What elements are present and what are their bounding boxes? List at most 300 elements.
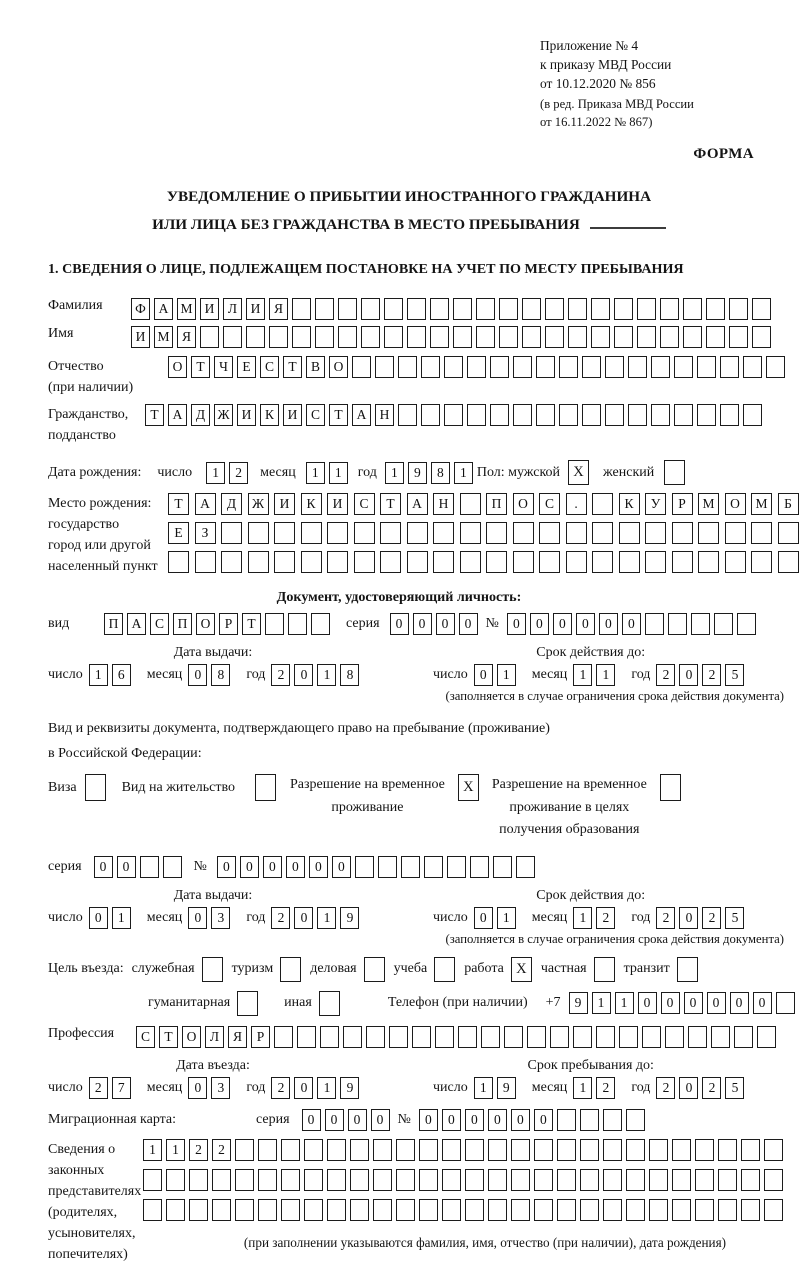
birth-day-boxes[interactable] [206, 462, 252, 484]
char-box[interactable] [582, 404, 601, 426]
char-box[interactable] [706, 298, 725, 320]
residence-valid-day-boxes[interactable] [474, 907, 520, 929]
char-box[interactable] [568, 326, 587, 348]
char-box[interactable] [766, 356, 785, 378]
char-box[interactable]: 1 [385, 462, 404, 484]
char-box[interactable] [718, 1169, 737, 1191]
char-box[interactable]: 0 [286, 856, 305, 878]
char-box[interactable] [729, 298, 748, 320]
identity-valid-day-boxes[interactable] [474, 664, 520, 686]
char-box[interactable] [361, 326, 380, 348]
char-box[interactable] [453, 298, 472, 320]
male-checkbox[interactable]: X [568, 460, 589, 485]
char-box[interactable] [168, 551, 189, 573]
char-box[interactable] [614, 326, 633, 348]
char-box[interactable] [725, 522, 746, 544]
char-box[interactable] [751, 551, 772, 573]
char-box[interactable] [743, 356, 762, 378]
char-box[interactable]: 7 [112, 1077, 131, 1099]
char-box[interactable] [458, 1026, 477, 1048]
char-box[interactable] [398, 404, 417, 426]
char-box[interactable]: 2 [656, 907, 675, 929]
char-box[interactable]: Т [283, 356, 302, 378]
char-box[interactable]: 0 [488, 1109, 507, 1131]
char-box[interactable] [274, 1026, 293, 1048]
char-box[interactable]: 1 [573, 907, 592, 929]
char-box[interactable] [559, 404, 578, 426]
birth-place-row3-boxes[interactable] [168, 551, 804, 573]
char-box[interactable] [603, 1169, 622, 1191]
char-box[interactable] [743, 404, 762, 426]
char-box[interactable] [350, 1169, 369, 1191]
migration-series-boxes[interactable] [302, 1109, 394, 1131]
char-box[interactable] [513, 522, 534, 544]
char-box[interactable]: 1 [317, 1077, 336, 1099]
char-box[interactable]: 0 [507, 613, 526, 635]
char-box[interactable] [614, 298, 633, 320]
char-box[interactable] [396, 1169, 415, 1191]
char-box[interactable] [467, 404, 486, 426]
char-box[interactable]: 2 [212, 1139, 231, 1161]
char-box[interactable]: О [513, 493, 534, 515]
char-box[interactable] [389, 1026, 408, 1048]
purpose-option-checkbox[interactable] [319, 991, 340, 1016]
char-box[interactable] [343, 1026, 362, 1048]
char-box[interactable]: 0 [534, 1109, 553, 1131]
char-box[interactable] [757, 1026, 776, 1048]
char-box[interactable]: А [154, 298, 173, 320]
char-box[interactable] [580, 1199, 599, 1221]
char-box[interactable]: 2 [702, 907, 721, 929]
char-box[interactable]: Т [329, 404, 348, 426]
migration-number-boxes[interactable] [419, 1109, 649, 1131]
char-box[interactable]: Ф [131, 298, 150, 320]
char-box[interactable] [430, 298, 449, 320]
char-box[interactable] [304, 1169, 323, 1191]
temp-permit-edu-checkbox[interactable] [660, 774, 681, 801]
char-box[interactable] [737, 613, 756, 635]
char-box[interactable] [764, 1139, 783, 1161]
char-box[interactable] [566, 522, 587, 544]
char-box[interactable] [401, 856, 420, 878]
char-box[interactable]: 1 [306, 462, 325, 484]
citizenship-boxes[interactable] [145, 404, 766, 426]
char-box[interactable]: 0 [474, 664, 493, 686]
char-box[interactable] [651, 356, 670, 378]
char-box[interactable] [221, 522, 242, 544]
char-box[interactable] [355, 856, 374, 878]
char-box[interactable] [603, 1199, 622, 1221]
char-box[interactable]: 5 [725, 664, 744, 686]
char-box[interactable] [513, 551, 534, 573]
char-box[interactable]: 0 [294, 907, 313, 929]
char-box[interactable]: 2 [271, 1077, 290, 1099]
char-box[interactable] [516, 856, 535, 878]
char-box[interactable] [513, 356, 532, 378]
char-box[interactable]: Р [219, 613, 238, 635]
char-box[interactable]: 0 [117, 856, 136, 878]
purpose-option-checkbox[interactable] [364, 957, 385, 982]
char-box[interactable] [304, 1199, 323, 1221]
char-box[interactable]: 1 [89, 664, 108, 686]
char-box[interactable] [522, 298, 541, 320]
char-box[interactable] [327, 1199, 346, 1221]
char-box[interactable]: . [566, 493, 587, 515]
char-box[interactable] [605, 404, 624, 426]
char-box[interactable]: К [619, 493, 640, 515]
char-box[interactable]: О [182, 1026, 201, 1048]
char-box[interactable] [327, 522, 348, 544]
char-box[interactable] [338, 298, 357, 320]
char-box[interactable] [649, 1199, 668, 1221]
purpose-option-checkbox[interactable]: X [511, 957, 532, 982]
char-box[interactable]: М [177, 298, 196, 320]
char-box[interactable] [189, 1199, 208, 1221]
char-box[interactable]: 2 [702, 1077, 721, 1099]
char-box[interactable] [396, 1199, 415, 1221]
char-box[interactable]: 2 [271, 664, 290, 686]
residence-permit-checkbox[interactable] [255, 774, 276, 801]
char-box[interactable] [778, 522, 799, 544]
char-box[interactable] [338, 326, 357, 348]
char-box[interactable] [649, 1139, 668, 1161]
char-box[interactable] [626, 1139, 645, 1161]
char-box[interactable]: О [168, 356, 187, 378]
char-box[interactable] [412, 1026, 431, 1048]
char-box[interactable] [645, 551, 666, 573]
char-box[interactable] [698, 551, 719, 573]
char-box[interactable]: 3 [211, 1077, 230, 1099]
char-box[interactable]: 3 [211, 907, 230, 929]
char-box[interactable] [421, 356, 440, 378]
char-box[interactable] [486, 522, 507, 544]
identity-valid-year-boxes[interactable] [656, 664, 748, 686]
char-box[interactable]: 8 [431, 462, 450, 484]
char-box[interactable] [361, 298, 380, 320]
char-box[interactable]: М [751, 493, 772, 515]
char-box[interactable] [221, 551, 242, 573]
char-box[interactable] [490, 404, 509, 426]
char-box[interactable] [672, 551, 693, 573]
char-box[interactable]: А [168, 404, 187, 426]
char-box[interactable] [281, 1199, 300, 1221]
char-box[interactable] [734, 1026, 753, 1048]
char-box[interactable]: 1 [329, 462, 348, 484]
char-box[interactable] [212, 1169, 231, 1191]
char-box[interactable]: 0 [638, 992, 657, 1014]
char-box[interactable]: Д [191, 404, 210, 426]
char-box[interactable] [683, 326, 702, 348]
char-box[interactable] [539, 551, 560, 573]
char-box[interactable]: 0 [302, 1109, 321, 1131]
char-box[interactable]: Л [205, 1026, 224, 1048]
char-box[interactable]: О [329, 356, 348, 378]
char-box[interactable]: 0 [459, 613, 478, 635]
char-box[interactable]: И [327, 493, 348, 515]
char-box[interactable] [534, 1199, 553, 1221]
char-box[interactable]: 0 [622, 613, 641, 635]
char-box[interactable] [674, 404, 693, 426]
char-box[interactable] [674, 356, 693, 378]
char-box[interactable]: 9 [340, 907, 359, 929]
char-box[interactable] [672, 1169, 691, 1191]
char-box[interactable] [258, 1169, 277, 1191]
char-box[interactable]: С [539, 493, 560, 515]
char-box[interactable] [407, 326, 426, 348]
char-box[interactable]: 8 [340, 664, 359, 686]
char-box[interactable] [557, 1199, 576, 1221]
char-box[interactable]: 0 [436, 613, 455, 635]
char-box[interactable]: 2 [656, 664, 675, 686]
char-box[interactable]: И [237, 404, 256, 426]
char-box[interactable] [274, 522, 295, 544]
char-box[interactable] [718, 1199, 737, 1221]
char-box[interactable]: 6 [112, 664, 131, 686]
char-box[interactable]: 9 [569, 992, 588, 1014]
char-box[interactable] [465, 1139, 484, 1161]
char-box[interactable] [764, 1199, 783, 1221]
char-box[interactable] [301, 522, 322, 544]
char-box[interactable] [573, 1026, 592, 1048]
char-box[interactable]: Я [228, 1026, 247, 1048]
char-box[interactable] [281, 1169, 300, 1191]
char-box[interactable] [626, 1169, 645, 1191]
temp-permit-checkbox[interactable]: X [458, 774, 479, 801]
female-checkbox[interactable] [664, 460, 685, 485]
identity-issue-month-boxes[interactable] [188, 664, 234, 686]
char-box[interactable]: С [260, 356, 279, 378]
char-box[interactable]: 1 [317, 664, 336, 686]
stay-day-boxes[interactable] [474, 1077, 520, 1099]
stay-year-boxes[interactable] [656, 1077, 748, 1099]
char-box[interactable] [460, 493, 481, 515]
char-box[interactable]: 1 [573, 664, 592, 686]
char-box[interactable]: Е [168, 522, 189, 544]
char-box[interactable]: И [131, 326, 150, 348]
legal-reps-row1-boxes[interactable] [143, 1139, 787, 1161]
char-box[interactable] [407, 522, 428, 544]
char-box[interactable] [320, 1026, 339, 1048]
legal-reps-row2-boxes[interactable] [143, 1169, 787, 1191]
char-box[interactable]: С [136, 1026, 155, 1048]
residence-issue-year-boxes[interactable] [271, 907, 363, 929]
char-box[interactable] [580, 1139, 599, 1161]
char-box[interactable] [582, 356, 601, 378]
char-box[interactable] [460, 522, 481, 544]
char-box[interactable] [163, 856, 182, 878]
char-box[interactable] [453, 326, 472, 348]
char-box[interactable]: 2 [596, 1077, 615, 1099]
stay-month-boxes[interactable] [573, 1077, 619, 1099]
char-box[interactable] [566, 551, 587, 573]
entry-day-boxes[interactable] [89, 1077, 135, 1099]
char-box[interactable] [442, 1169, 461, 1191]
char-box[interactable] [626, 1109, 645, 1131]
char-box[interactable] [311, 613, 330, 635]
char-box[interactable] [720, 356, 739, 378]
char-box[interactable] [697, 356, 716, 378]
char-box[interactable]: 2 [271, 907, 290, 929]
char-box[interactable]: И [283, 404, 302, 426]
char-box[interactable]: 5 [725, 1077, 744, 1099]
char-box[interactable] [442, 1139, 461, 1161]
char-box[interactable]: Т [168, 493, 189, 515]
char-box[interactable] [725, 551, 746, 573]
char-box[interactable]: 2 [189, 1139, 208, 1161]
char-box[interactable]: Б [778, 493, 799, 515]
char-box[interactable]: 0 [576, 613, 595, 635]
char-box[interactable]: О [196, 613, 215, 635]
char-box[interactable] [499, 326, 518, 348]
char-box[interactable] [421, 404, 440, 426]
char-box[interactable] [534, 1139, 553, 1161]
char-box[interactable] [645, 613, 664, 635]
char-box[interactable]: 0 [684, 992, 703, 1014]
char-box[interactable] [315, 298, 334, 320]
char-box[interactable] [534, 1169, 553, 1191]
char-box[interactable] [741, 1199, 760, 1221]
char-box[interactable]: 0 [511, 1109, 530, 1131]
char-box[interactable] [660, 326, 679, 348]
purpose-option-checkbox[interactable] [677, 957, 698, 982]
char-box[interactable]: 1 [474, 1077, 493, 1099]
char-box[interactable] [764, 1169, 783, 1191]
char-box[interactable] [447, 856, 466, 878]
char-box[interactable]: О [725, 493, 746, 515]
char-box[interactable]: 2 [229, 462, 248, 484]
char-box[interactable] [637, 326, 656, 348]
char-box[interactable] [189, 1169, 208, 1191]
char-box[interactable]: Т [145, 404, 164, 426]
phone-boxes[interactable] [569, 992, 799, 1014]
purpose-option-checkbox[interactable] [202, 957, 223, 982]
identity-issue-year-boxes[interactable] [271, 664, 363, 686]
char-box[interactable] [628, 356, 647, 378]
purpose-option-checkbox[interactable] [237, 991, 258, 1016]
char-box[interactable] [470, 856, 489, 878]
char-box[interactable] [720, 404, 739, 426]
char-box[interactable] [380, 522, 401, 544]
char-box[interactable] [592, 522, 613, 544]
char-box[interactable]: 9 [497, 1077, 516, 1099]
char-box[interactable] [695, 1139, 714, 1161]
char-box[interactable] [626, 1199, 645, 1221]
char-box[interactable] [511, 1169, 530, 1191]
char-box[interactable] [651, 404, 670, 426]
char-box[interactable] [628, 404, 647, 426]
char-box[interactable] [444, 404, 463, 426]
char-box[interactable]: 0 [753, 992, 772, 1014]
char-box[interactable]: 5 [725, 907, 744, 929]
char-box[interactable] [741, 1169, 760, 1191]
char-box[interactable] [559, 356, 578, 378]
char-box[interactable] [248, 522, 269, 544]
char-box[interactable] [166, 1199, 185, 1221]
char-box[interactable]: 0 [553, 613, 572, 635]
char-box[interactable]: 8 [211, 664, 230, 686]
char-box[interactable] [649, 1169, 668, 1191]
char-box[interactable] [465, 1169, 484, 1191]
char-box[interactable]: П [173, 613, 192, 635]
char-box[interactable] [476, 298, 495, 320]
char-box[interactable]: Т [159, 1026, 178, 1048]
char-box[interactable] [488, 1139, 507, 1161]
purpose-option-checkbox[interactable] [594, 957, 615, 982]
char-box[interactable] [486, 551, 507, 573]
char-box[interactable]: П [486, 493, 507, 515]
surname-boxes[interactable] [131, 298, 775, 320]
char-box[interactable] [327, 551, 348, 573]
char-box[interactable] [752, 298, 771, 320]
char-box[interactable] [396, 1139, 415, 1161]
char-box[interactable] [195, 551, 216, 573]
doc-kind-boxes[interactable] [104, 613, 334, 635]
char-box[interactable]: Р [672, 493, 693, 515]
char-box[interactable] [752, 326, 771, 348]
purpose-option-checkbox[interactable] [434, 957, 455, 982]
char-box[interactable] [235, 1139, 254, 1161]
char-box[interactable] [698, 522, 719, 544]
char-box[interactable] [373, 1139, 392, 1161]
char-box[interactable]: 0 [294, 664, 313, 686]
char-box[interactable]: 0 [89, 907, 108, 929]
identity-valid-month-boxes[interactable] [573, 664, 619, 686]
residence-valid-month-boxes[interactable] [573, 907, 619, 929]
char-box[interactable] [380, 551, 401, 573]
char-box[interactable] [444, 356, 463, 378]
residence-issue-month-boxes[interactable] [188, 907, 234, 929]
char-box[interactable]: 1 [317, 907, 336, 929]
residence-series-boxes[interactable] [94, 856, 186, 878]
char-box[interactable] [557, 1139, 576, 1161]
char-box[interactable] [274, 551, 295, 573]
char-box[interactable]: 1 [615, 992, 634, 1014]
char-box[interactable] [778, 551, 799, 573]
profession-boxes[interactable] [136, 1026, 780, 1048]
char-box[interactable]: 0 [348, 1109, 367, 1131]
char-box[interactable] [235, 1169, 254, 1191]
residence-issue-day-boxes[interactable] [89, 907, 135, 929]
char-box[interactable] [672, 1199, 691, 1221]
char-box[interactable]: И [200, 298, 219, 320]
char-box[interactable] [419, 1199, 438, 1221]
char-box[interactable] [327, 1169, 346, 1191]
char-box[interactable]: Я [269, 298, 288, 320]
char-box[interactable] [373, 1199, 392, 1221]
char-box[interactable] [281, 1139, 300, 1161]
char-box[interactable]: Н [433, 493, 454, 515]
char-box[interactable] [592, 551, 613, 573]
char-box[interactable]: 2 [656, 1077, 675, 1099]
char-box[interactable]: 0 [188, 1077, 207, 1099]
char-box[interactable] [691, 613, 710, 635]
char-box[interactable]: 0 [240, 856, 259, 878]
char-box[interactable] [490, 356, 509, 378]
char-box[interactable]: 0 [730, 992, 749, 1014]
char-box[interactable] [668, 613, 687, 635]
char-box[interactable] [688, 1026, 707, 1048]
char-box[interactable]: 0 [371, 1109, 390, 1131]
birth-place-row2-boxes[interactable] [168, 522, 804, 544]
char-box[interactable]: Л [223, 298, 242, 320]
char-box[interactable]: И [274, 493, 295, 515]
char-box[interactable]: 0 [442, 1109, 461, 1131]
char-box[interactable] [407, 551, 428, 573]
birth-year-boxes[interactable] [385, 462, 477, 484]
char-box[interactable] [476, 326, 495, 348]
char-box[interactable] [265, 613, 284, 635]
char-box[interactable]: 0 [530, 613, 549, 635]
